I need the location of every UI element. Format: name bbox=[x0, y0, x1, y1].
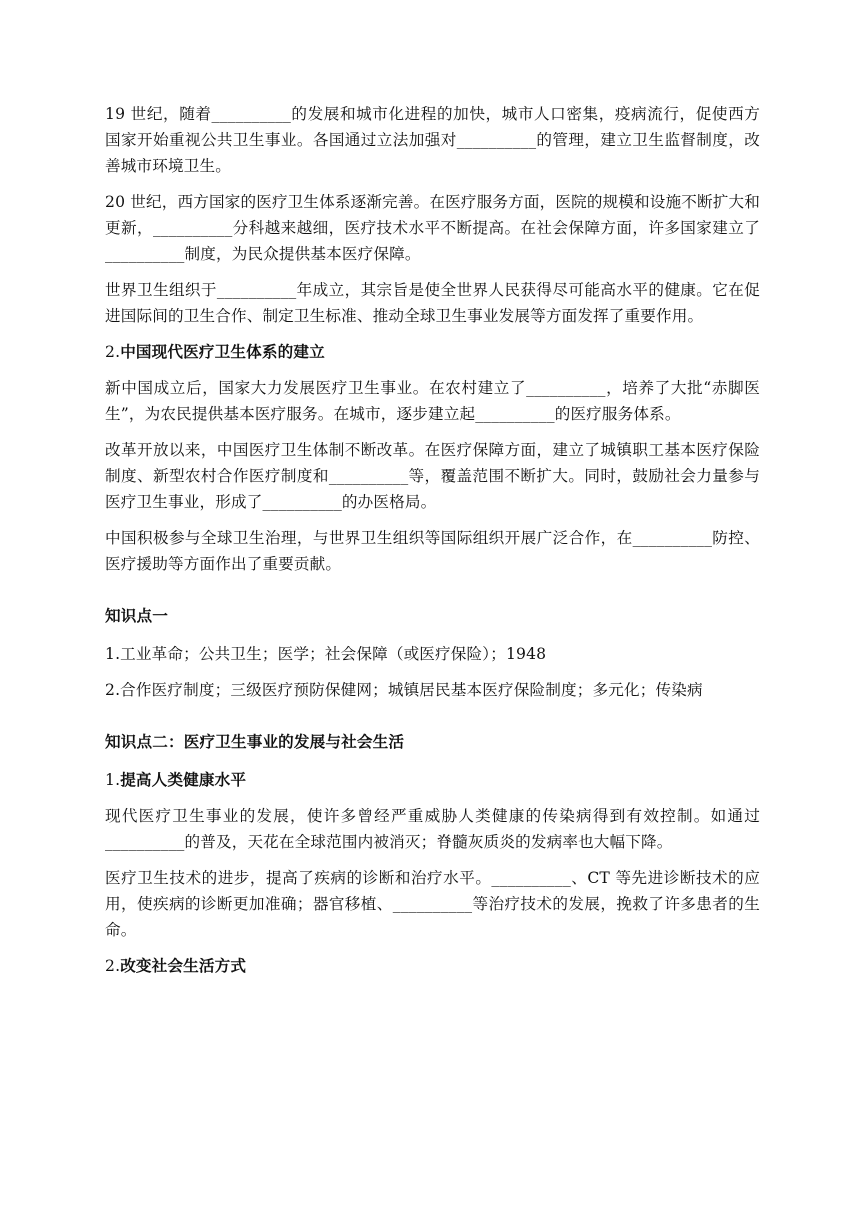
heading-china-system bbox=[105, 339, 760, 365]
answer-line-1: 1.工业革命；公共卫生；医学；社会保障（或医疗保险）；1948 bbox=[105, 645, 547, 663]
paragraph-19th-century: 19 世纪，随着__________的发展和城市化进程的加快，城市人口密集，疫病流行，促使西方国家开始重视公共卫生事业。各国通过立法加强对__________的管理，建立卫生监督制度，改善城市环境卫生。 bbox=[105, 105, 760, 175]
heading-number: 2. bbox=[105, 957, 121, 975]
heading-text: 中国现代医疗卫生体系的建立 bbox=[120, 342, 325, 361]
heading-number: 1. bbox=[105, 771, 121, 789]
paragraph-new-china: 新中国成立后，国家大力发展医疗卫生事业。在农村建立了__________，培养了大批“赤脚医生”，为农民提供基本医疗服务。在城市，逐步建立起__________的医疗服务体系。 bbox=[105, 379, 760, 423]
paragraph-20th-century: 20 世纪，西方国家的医疗卫生体系逐渐完善。在医疗服务方面，医院的规模和设施不断扩大和更新，__________分科越来越细，医疗技术水平不断提高。在社会保障方面，许多国家建立了__________制度，为民众提供基本医疗保障。 bbox=[105, 193, 760, 263]
heading-text: 提高人类健康水平 bbox=[120, 770, 247, 789]
section2-title: 知识点二：医疗卫生事业的发展与社会生活 bbox=[105, 732, 405, 751]
paragraph-who: 世界卫生组织于__________年成立，其宗旨是使全世界人民获得尽可能高水平的健康。它在促进国际间的卫生合作、制定卫生标准、推动全球卫生事业发展等方面发挥了重要作用。 bbox=[105, 281, 760, 325]
answers-title: 知识点一 bbox=[105, 606, 168, 625]
heading-lifestyle bbox=[105, 953, 760, 979]
paragraph-global-health: 中国积极参与全球卫生治理，与世界卫生组织等国际组织开展广泛合作，在__________防控、医疗援助等方面作出了重要贡献。 bbox=[105, 529, 760, 573]
heading-number: 2. bbox=[105, 343, 121, 361]
paragraph-infectious-control: 现代医疗卫生事业的发展，使许多曾经严重威胁人类健康的传染病得到有效控制。如通过__________的普及，天花在全球范围内被消灭；脊髓灰质炎的发病率也大幅下降。 bbox=[105, 807, 760, 851]
answer-line-2: 2.合作医疗制度；三级医疗预防保健网；城镇居民基本医疗保险制度；多元化；传染病 bbox=[105, 681, 703, 699]
document-body bbox=[105, 101, 760, 989]
heading-text: 改变社会生活方式 bbox=[120, 956, 247, 975]
paragraph-medical-tech: 医疗卫生技术的进步，提高了疾病的诊断和治疗水平。__________、CT 等先进诊断技术的应用，使疾病的诊断更加准确；器官移植、__________等治疗技术的发展，挽救了许多患者的生命。 bbox=[105, 869, 760, 939]
paragraph-reform: 改革开放以来，中国医疗卫生体制不断改革。在医疗保障方面，建立了城镇职工基本医疗保险制度、新型农村合作医疗制度和__________等，覆盖范围不断扩大。同时，鼓励社会力量参与医疗卫生事业，形成了__________的办医格局。 bbox=[105, 441, 760, 511]
heading-health-level bbox=[105, 767, 760, 793]
